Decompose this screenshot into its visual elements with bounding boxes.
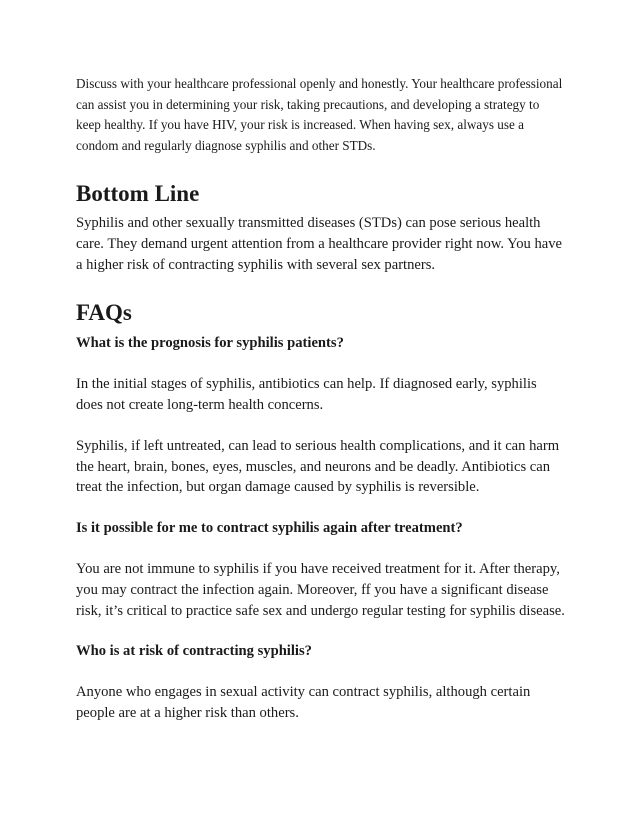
faq-question-reinfection: Is it possible for me to contract syphilis again after treatment? bbox=[76, 520, 463, 537]
faq-question-risk: Who is at risk of contracting syphilis? bbox=[76, 643, 312, 660]
faq-answer-prognosis-2: Syphilis, if left untreated, can lead to serious health complications, and it can harm the heart, brain, bones, eyes, muscles, and neurons and be deadly. Antibiotics can treat the infection, but organ damage caused by syphilis is reversible. bbox=[76, 437, 560, 496]
faq-question-prognosis: What is the prognosis for syphilis patients? bbox=[76, 335, 344, 352]
bottom-line-heading: Bottom Line bbox=[76, 181, 200, 206]
document-page bbox=[76, 74, 566, 724]
faq-answer-risk: Anyone who engages in sexual activity can contract syphilis, although certain people are at a higher risk than others. bbox=[76, 684, 531, 721]
faqs-heading: FAQs bbox=[76, 300, 132, 326]
bottom-line-paragraph: Syphilis and other sexually transmitted diseases (STDs) can pose serious health care. They demand urgent attention from a healthcare provider right now. You have a higher risk of contracting syphilis with several sex partners. bbox=[76, 215, 563, 273]
faq-answer-reinfection: You are not immune to syphilis if you have received treatment for it. After therapy, you may contract the infection again. Moreover, ff you have a significant disease risk, it’s critical to practice safe sex and undergo regular testing for syphilis disease. bbox=[76, 560, 565, 619]
intro-paragraph: Discuss with your healthcare professional openly and honestly. Your healthcare professional can assist you in determining your risk, taking precautions, and developing a strategy to keep healthy. If you have HIV, your risk is increased. When having sex, always use a condom and regularly diagnose syphilis and other STDs. bbox=[76, 76, 563, 153]
faq-answer-prognosis-1: In the initial stages of syphilis, antibiotics can help. If diagnosed early, syphilis does not create long-term health concerns. bbox=[76, 376, 537, 413]
